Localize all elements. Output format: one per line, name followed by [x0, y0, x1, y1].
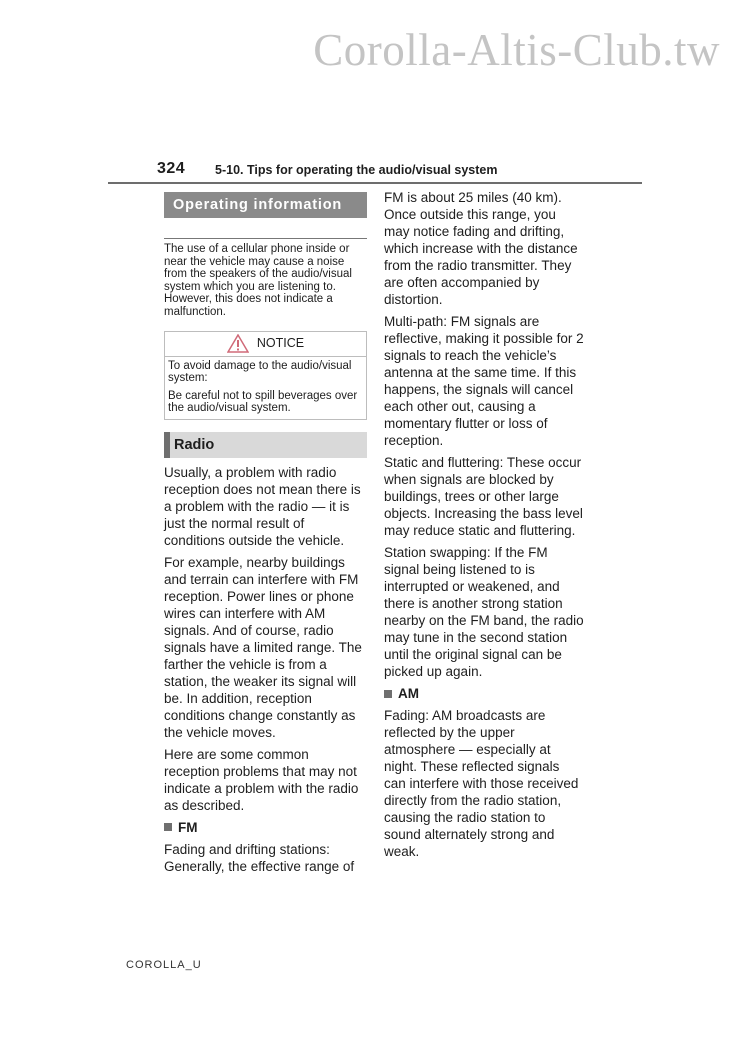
operating-information-banner: Operating information — [164, 192, 367, 218]
fm-heading — [164, 819, 367, 836]
watermark: Corolla-Altis-Club.tw — [313, 25, 720, 75]
am-fading-paragraph: Fading: AM broadcasts are reflected by the upper atmosphere — especially at night. These reflected signals can interfere with those received directly from the radio station, causing the radio station to sound alternately strong and weak. — [384, 708, 579, 859]
section-title: 5-10. Tips for operating the audio/visual system — [215, 163, 498, 177]
am-heading — [384, 685, 584, 702]
right-column — [384, 189, 584, 865]
warning-icon — [227, 334, 249, 353]
radio-paragraph-1: Usually, a problem with radio reception does not mean there is a problem with the radio — it is just the normal result of conditions outside the vehicle. — [164, 464, 361, 548]
notice-box — [164, 331, 367, 420]
footer-code: COROLLA_U — [126, 959, 202, 971]
am-heading-text: AM — [398, 686, 419, 701]
multipath-paragraph: Multi-path: FM signals are reflective, making it possible for 2 signals to reach the vehicle’s antenna at the same time. If this happens, the signals will cancel each other out, causing a momentary flutter or loss of reception. — [384, 314, 584, 448]
static-paragraph: Static and fluttering: These occur when signals are blocked by buildings, trees or other large objects. Increasing the bass level may reduce static and fluttering. — [384, 455, 583, 538]
radio-banner: Radio — [164, 432, 367, 458]
radio-paragraph-2: For example, nearby buildings and terrain can interfere with FM reception. Power lines or phone wires can interfere with AM signals. And of course, radio signals have a limited range. The farther the vehicle is from a station, the weaker its signal will be. In addition, reception conditions change constantly as the vehicle moves. — [164, 554, 362, 740]
station-swapping-paragraph: Station swapping: If the FM signal being listened to is interrupted or weakened, and there is another strong station nearby on the FM band, the radio may tune in the second station until the original signal can be picked up again. — [384, 545, 584, 679]
page-header — [108, 158, 642, 184]
header-rule — [108, 182, 642, 184]
notice-line-1: To avoid damage to the audio/visual system: — [168, 359, 352, 385]
notice-line-2: Be careful not to spill beverages over the audio/visual system. — [168, 389, 358, 415]
radio-paragraph-3: Here are some common reception problems that may not indicate a problem with the radio as described. — [164, 746, 359, 813]
fm-paragraph-2: FM is about 25 miles (40 km). Once outside this range, you may notice fading and drifting, which increase with the distance from the radio transmitter. They are often accompanied by distortion. — [384, 190, 578, 307]
fm-paragraph-1: Fading and drifting stations: Generally, the effective range of — [164, 841, 355, 874]
bullet-square-icon — [384, 690, 392, 698]
phone-note: The use of a cellular phone inside or near the vehicle may cause a noise from the speakers of the audio/visual system which you are listening to. However, this does not indicate a malfunction. — [164, 238, 367, 319]
left-column — [164, 192, 367, 880]
notice-header — [165, 332, 366, 357]
notice-title: NOTICE — [256, 336, 305, 351]
bullet-square-icon — [164, 823, 172, 831]
page-number: 324 — [157, 160, 186, 177]
fm-heading-text: FM — [178, 819, 198, 835]
notice-body — [165, 357, 366, 419]
